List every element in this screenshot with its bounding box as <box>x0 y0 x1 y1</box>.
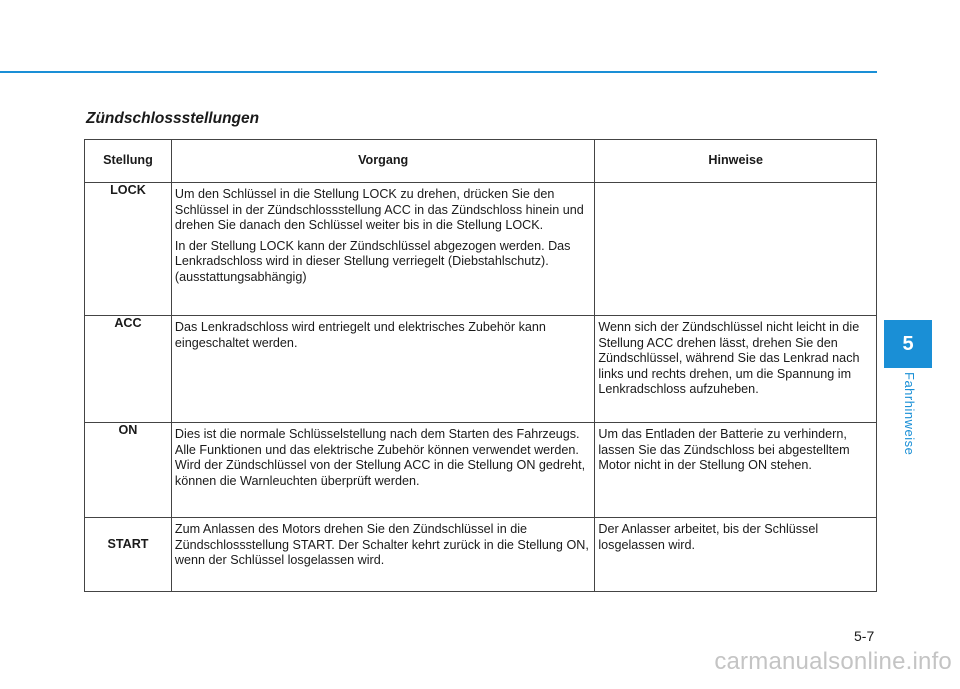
table-row <box>85 518 877 592</box>
column-header-position: Stellung <box>85 140 172 183</box>
chapter-number-tab: 5 <box>884 320 932 368</box>
table-row <box>85 316 877 423</box>
procedure-text: In der Stellung LOCK kann der Zündschlüssel abgezogen werden. Das Lenkradschloss wird in dieser Stellung verriegelt (Diebstahlschutz). (ausstattungsabhängig) <box>174 238 571 284</box>
position-cell: START <box>85 518 172 592</box>
procedure-cell <box>171 183 594 316</box>
position-cell: LOCK <box>85 183 172 316</box>
position-cell: ACC <box>85 316 172 423</box>
note-cell <box>595 183 877 316</box>
position-cell: ON <box>85 423 172 518</box>
table-row <box>85 423 877 518</box>
page-number: 5-7 <box>854 628 875 644</box>
note-cell <box>595 518 877 592</box>
procedure-text: Das Lenkradschloss wird entriegelt und elektrisches Zubehör kann eingeschaltet werden. <box>174 320 546 350</box>
section-title: Zündschlossstellungen <box>86 110 260 127</box>
table-header-row <box>85 140 877 183</box>
note-text: Um das Entladen der Batterie zu verhindern, lassen Sie das Zündschloss bei abgestelltem Motor nicht in der Stellung ON stehen. <box>598 427 850 472</box>
watermark: carmanualsonline.info <box>714 648 952 675</box>
procedure-cell <box>171 423 594 518</box>
procedure-cell <box>171 316 594 423</box>
procedure-cell <box>171 518 594 592</box>
note-text: Der Anlasser arbeitet, bis der Schlüssel losgelassen wird. <box>598 522 819 552</box>
procedure-text: Um den Schlüssel in die Stellung LOCK zu drehen, drücken Sie den Schlüssel in der Zündschlossstellung ACC in das Zündschloss hinein und drehen Sie danach den Schlüssel weiter bis in die Stellung LOCK. <box>174 187 584 232</box>
procedure-text: Dies ist die normale Schlüsselstellung nach dem Starten des Fahrzeugs. Alle Funktionen und das elektrische Zubehör können verwendet werden. Wird der Zündschlüssel von der Stellung ACC in die Stellung ON gedreht, können die Warnleuchten überprüft werden. <box>174 427 586 488</box>
note-text: Wenn sich der Zündschlüssel nicht leicht in die Stellung ACC drehen lässt, drehen Sie den Zündschlüssel, während Sie das Lenkrad nach links und rechts drehen, um die Spannung im Lenkradschloss aufzuheben. <box>598 320 860 396</box>
column-header-procedure: Vorgang <box>171 140 594 183</box>
procedure-text: Zum Anlassen des Motors drehen Sie den Zündschlüssel in die Zündschlossstellung START. Der Schalter kehrt zurück in die Stellung ON, wenn der Schlüssel losgelassen wird. <box>174 522 589 567</box>
table-row <box>85 183 877 316</box>
chapter-label: Fahrhinweise <box>902 372 917 456</box>
note-cell <box>595 316 877 423</box>
ignition-positions-table <box>84 139 877 592</box>
note-cell <box>595 423 877 518</box>
column-header-notes: Hinweise <box>595 140 877 183</box>
header-rule <box>0 71 877 73</box>
